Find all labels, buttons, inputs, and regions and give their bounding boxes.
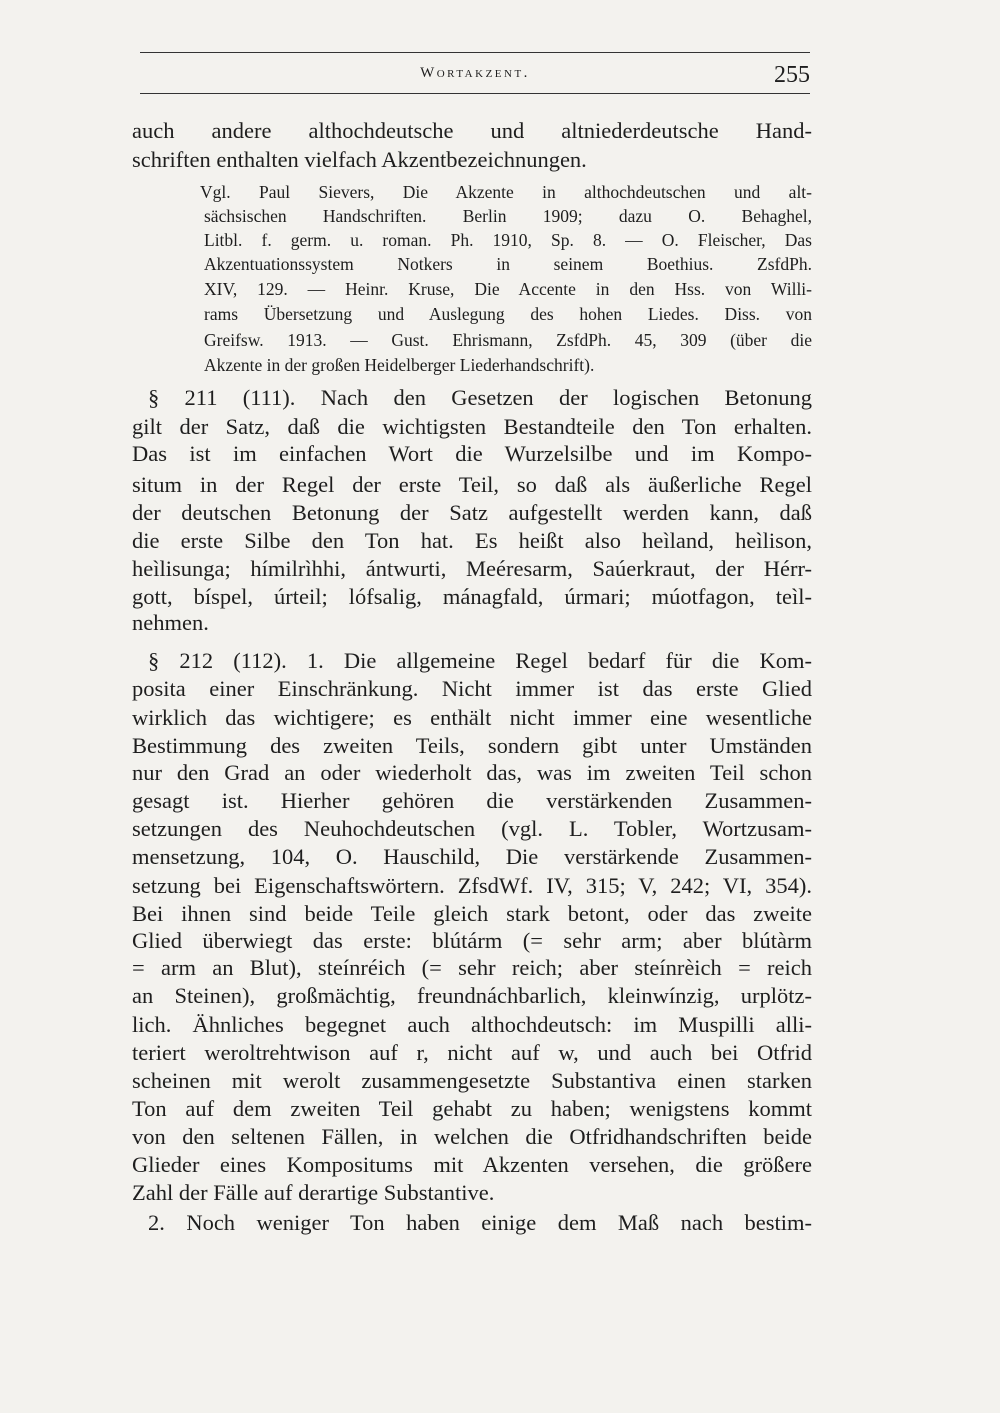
paragraph-212-line: gesagt ist. Hierher gehören die verstärkenden Zusammen- (132, 788, 812, 813)
header-rule-top (140, 52, 810, 53)
running-title: Wortakzent. (420, 65, 530, 81)
paragraph-212-line: mensetzung, 104, O. Hauschild, Die verstärkende Zusammen- (132, 844, 812, 869)
paragraph-211-line: nehmen. (132, 610, 209, 635)
text-line: auch andere althochdeutsche und altniederdeutsche Hand- (132, 118, 812, 143)
running-head (140, 62, 810, 90)
footnote-line: Litbl. f. germ. u. roman. Ph. 1910, Sp. 8. — O. Fleischer, Das (204, 230, 812, 250)
footnote-line: rams Übersetzung und Auslegung des hohen Liedes. Diss. von (204, 304, 812, 324)
paragraph-211-line: die erste Silbe den Ton hat. Es heißt also heìland, heìlison, (132, 528, 812, 553)
paragraph-212-line: lich. Ähnliches begegnet auch althochdeutsch: im Muspilli alli- (132, 1012, 812, 1037)
paragraph-211-line: § 211 (111). Nach den Gesetzen der logischen Betonung (148, 385, 812, 410)
paragraph-212-line: nur den Grad an oder wiederholt das, was im zweiten Teil schon (132, 760, 812, 785)
footnote-line: Akzentuationssystem Notkers in seinem Boethius. ZsfdPh. (204, 254, 812, 274)
header-rule-bottom (140, 93, 810, 94)
paragraph-212-line: von den seltenen Fällen, in welchen die Otfridhandschriften beide (132, 1124, 812, 1149)
page-number: 255 (774, 62, 810, 88)
paragraph-212-line: Glied überwiegt das erste: blútárm (= sehr arm; aber blútàrm (132, 928, 812, 953)
paragraph-212-line: 2. Noch weniger Ton haben einige dem Maß nach bestim- (148, 1210, 812, 1235)
paragraph-211-line: gilt der Satz, daß die wichtigsten Bestandteile den Ton erhalten. (132, 414, 812, 439)
footnote-line: Vgl. Paul Sievers, Die Akzente in althochdeutschen und alt- (200, 182, 812, 202)
footnote-line: XIV, 129. — Heinr. Kruse, Die Accente in den Hss. von Willi- (204, 279, 812, 299)
footnote-line: Greifsw. 1913. — Gust. Ehrismann, ZsfdPh. 45, 309 (über die (204, 330, 812, 350)
paragraph-211-line: situm in der Regel der erste Teil, so daß als äußerliche Regel (132, 472, 812, 497)
paragraph-212-line: Glieder eines Kompositums mit Akzenten versehen, die größere (132, 1152, 812, 1177)
paragraph-212-line: an Steinen), großmächtig, freundnáchbarlich, kleinwínzig, urplötz- (132, 983, 812, 1008)
paragraph-212-line: Zahl der Fälle auf derartige Substantive. (132, 1180, 495, 1205)
paragraph-212-line: setzungen des Neuhochdeutschen (vgl. L. Tobler, Wortzusam- (132, 816, 812, 841)
footnote-line: sächsischen Handschriften. Berlin 1909; dazu O. Behaghel, (204, 206, 812, 226)
paragraph-211-line: der deutschen Betonung der Satz aufgestellt werden kann, daß (132, 500, 812, 525)
paragraph-212-line: Bei ihnen sind beide Teile gleich stark betont, oder das zweite (132, 901, 812, 926)
paragraph-212-line: setzung bei Eigenschaftswörtern. ZfsdWf. IV, 315; V, 242; VI, 354). (132, 873, 812, 898)
footnote-line: Akzente in der großen Heidelberger Liederhandschrift). (204, 355, 595, 375)
paragraph-212-line: Ton auf dem zweiten Teil gehabt zu haben; wenigstens kommt (132, 1096, 812, 1121)
paragraph-211-line: Das ist im einfachen Wort die Wurzelsilbe und im Kompo- (132, 441, 812, 466)
paragraph-212-line: teriert weroltrehtwison auf r, nicht auf w, und auch bei Otfrid (132, 1040, 812, 1065)
paragraph-211-line: heìlisunga; hímilrìhhi, ántwurti, Meéresarm, Saúerkraut, der Hérr- (132, 556, 812, 581)
paragraph-212-line: § 212 (112). 1. Die allgemeine Regel bedarf für die Kom- (148, 648, 812, 673)
text-line: schriften enthalten vielfach Akzentbezeichnungen. (132, 147, 587, 172)
paragraph-212-line: posita einer Einschränkung. Nicht immer ist das erste Glied (132, 676, 812, 701)
paragraph-212-line: = arm an Blut), steínréich (= sehr reich; aber steínrèich = reich (132, 955, 812, 980)
paragraph-212-line: wirklich das wichtigere; es enthält nicht immer eine wesentliche (132, 705, 812, 730)
paragraph-212-line: scheinen mit werolt zusammengesetzte Substantiva einen starken (132, 1068, 812, 1093)
paragraph-212-line: Bestimmung des zweiten Teils, sondern gibt unter Umständen (132, 733, 812, 758)
paragraph-211-line: gott, bíspel, úrteil; lófsalig, mánagfald, úrmari; múotfagon, teìl- (132, 584, 812, 609)
